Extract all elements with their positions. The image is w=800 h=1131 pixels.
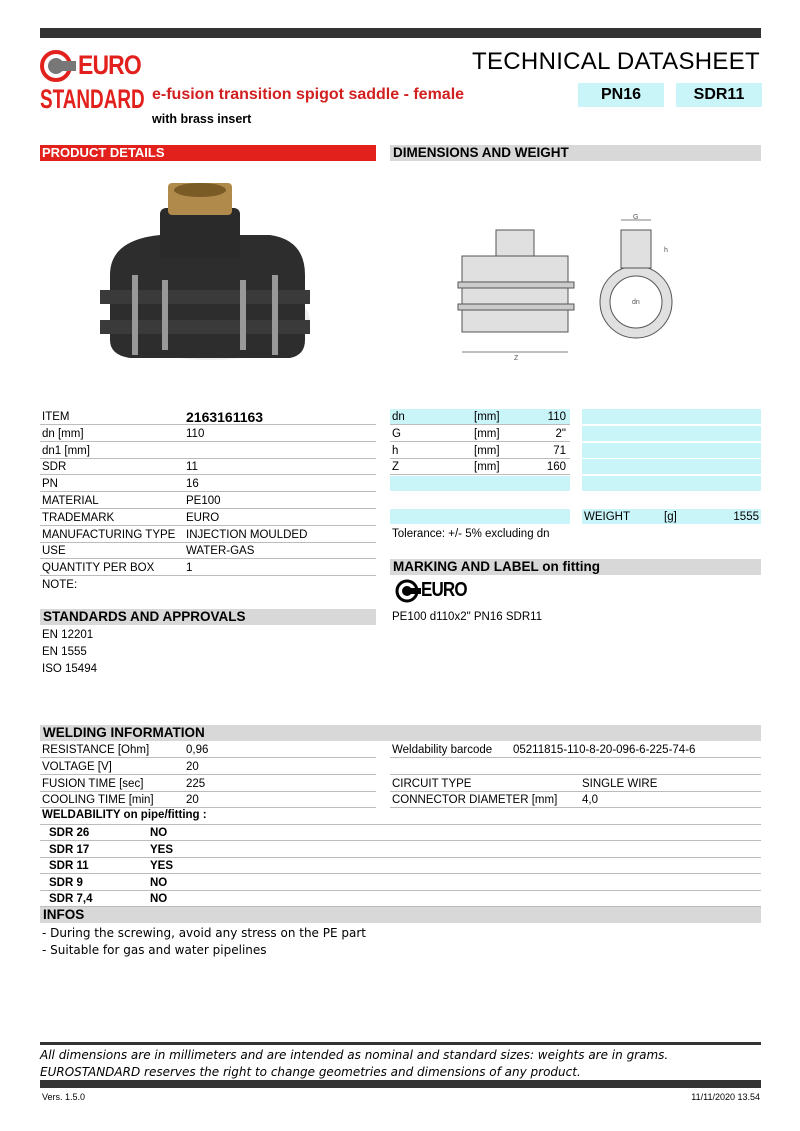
product-row [40, 409, 376, 425]
welding-row-right [390, 742, 761, 758]
dimension-unit: [mm] [474, 461, 500, 474]
welding-header: WELDING INFORMATION [40, 725, 761, 741]
welding-row-right [390, 792, 761, 808]
footer-notes [40, 1047, 668, 1081]
version-text: Vers. 1.5.0 [42, 1092, 86, 1102]
product-photo [100, 180, 320, 375]
weldability-sdr: SDR 11 [49, 860, 89, 873]
dimension-value: 2" [555, 427, 566, 440]
product-row-value: 16 [186, 478, 199, 491]
dimension-name: h [392, 444, 399, 457]
dimension-empty-row [582, 443, 761, 459]
welding-label: CONNECTOR DIAMETER [mm] [392, 794, 558, 807]
product-details-header: PRODUCT DETAILS [40, 145, 376, 161]
dimension-blank-row [390, 493, 570, 509]
welding-value: 20 [186, 794, 199, 807]
footer-note-rights: EUROSTANDARD reserves the right to change geometries and dimensions of any product. [40, 1065, 581, 1079]
product-row-value: 11 [186, 461, 198, 474]
weldability-result: YES [150, 843, 174, 856]
dim-label-h: h [664, 247, 668, 254]
logo-euro-text: EURO [78, 50, 141, 80]
dimension-empty-row [582, 426, 761, 442]
welding-value: 4,0 [582, 794, 598, 807]
welding-row [40, 776, 376, 792]
footer-note-dimensions: All dimensions are in millimeters and are intended as nominal and standard sizes: weights are in grams. [40, 1048, 669, 1062]
product-row-label: dn1 [mm] [42, 444, 90, 457]
standard-item: ISO 15494 [42, 663, 97, 675]
dimension-empty-row [582, 459, 761, 475]
weldability-sdr: SDR 7,4 [49, 893, 93, 906]
weldability-result: NO [150, 827, 168, 839]
dimension-row [390, 459, 570, 475]
dimension-value: 110 [547, 411, 566, 423]
product-row-label: MATERIAL [42, 495, 99, 507]
weight-label: WEIGHT [584, 511, 630, 523]
infos-list [42, 925, 366, 959]
product-row-label: PN [42, 478, 58, 491]
product-row-value: 110 [186, 427, 205, 440]
welding-value: 225 [186, 777, 206, 790]
welding-label: Weldability barcode [392, 744, 493, 756]
dimension-empty-row [582, 409, 761, 425]
pn-badge: PN16 [578, 83, 664, 107]
page-title: TECHNICAL DATASHEET [472, 48, 760, 75]
marking-header: MARKING AND LABEL on fitting [390, 559, 761, 575]
product-row [40, 443, 376, 459]
welding-value: SINGLE WIRE [582, 777, 658, 790]
product-row [40, 543, 376, 559]
product-row-value: EURO [186, 511, 220, 524]
weldability-sdr: SDR 26 [49, 827, 90, 839]
logo-standard-text: STANDARD [40, 84, 145, 114]
product-row [40, 577, 376, 593]
product-row-value: INJECTION MOULDED [186, 528, 308, 541]
marking-logo-text: EURO [421, 579, 467, 601]
product-row [40, 527, 376, 543]
product-row-label: MANUFACTURING TYPE [42, 528, 176, 541]
date-text: 11/11/2020 13.54 [691, 1092, 760, 1102]
welding-value: 05211815-110-8-20-096-6-225-74-6 [513, 744, 696, 756]
info-item: - Suitable for gas and water pipelines [42, 943, 267, 957]
weldability-sdr: SDR 17 [49, 843, 90, 856]
dim-empty-cell [390, 509, 570, 525]
welding-label: VOLTAGE [V] [42, 760, 112, 773]
dimension-unit: [mm] [474, 411, 500, 423]
dimension-name: G [392, 427, 401, 440]
product-row-value: WATER-GAS [186, 545, 255, 558]
dimension-row [390, 409, 570, 425]
weight-value: 1555 [733, 511, 759, 523]
product-row-label: ITEM [42, 411, 70, 423]
standards-list [42, 627, 97, 678]
product-row-label: TRADEMARK [42, 511, 115, 524]
product-row [40, 459, 376, 475]
product-row-label: QUANTITY PER BOX [42, 562, 155, 575]
standards-header: STANDARDS AND APPROVALS [40, 609, 376, 625]
dimension-unit: [mm] [474, 444, 500, 457]
dimension-row [390, 476, 570, 492]
dimension-empty-row [582, 476, 761, 492]
tolerance-text: Tolerance: +/- 5% excluding dn [392, 528, 550, 540]
welding-row-right [390, 759, 761, 775]
dimension-unit: [mm] [474, 427, 500, 440]
product-row-value: PE100 [186, 495, 221, 507]
product-row [40, 560, 376, 576]
product-subtitle: with brass insert [152, 112, 252, 126]
weldability-row [40, 825, 761, 841]
product-row [40, 426, 376, 442]
footer-divider [40, 1042, 761, 1045]
footer-bar [40, 1080, 761, 1088]
product-row-value: 2163161163 [186, 409, 264, 425]
welding-label: RESISTANCE [Ohm] [42, 744, 150, 756]
welding-value: 20 [186, 760, 199, 773]
weldability-row [40, 875, 761, 891]
welding-value: 0,96 [186, 744, 209, 756]
marking-text: PE100 d110x2" PN16 SDR11 [392, 611, 543, 623]
sdr-badge: SDR11 [676, 83, 762, 107]
product-row [40, 476, 376, 492]
weldability-row [40, 891, 761, 907]
dimension-name: Z [392, 461, 400, 474]
marking-logo [395, 579, 465, 603]
dimension-row [390, 426, 570, 442]
product-title: e-fusion transition spigot saddle - female [152, 86, 465, 103]
product-row-label: SDR [42, 461, 67, 474]
standard-item: EN 12201 [42, 629, 94, 641]
product-row-label: dn [mm] [42, 427, 84, 440]
dim-label-z: Z [514, 355, 519, 362]
dimension-name: dn [392, 411, 405, 423]
weldability-result: NO [150, 876, 168, 889]
standard-item: EN 1555 [42, 646, 87, 658]
dimension-blank-row [582, 493, 761, 509]
info-item: - During the screwing, avoid any stress on the PE part [42, 926, 366, 940]
dimension-row [390, 443, 570, 459]
welding-label: COOLING TIME [min] [42, 794, 154, 807]
dimension-drawing [456, 212, 701, 362]
product-row [40, 493, 376, 509]
dimensions-weight-header: DIMENSIONS AND WEIGHT [390, 145, 761, 161]
weight-unit: [g] [664, 511, 677, 523]
welding-row-right [390, 776, 761, 792]
welding-label: FUSION TIME [sec] [42, 777, 144, 790]
welding-label: CIRCUIT TYPE [392, 777, 472, 790]
product-row-value: 1 [186, 562, 193, 575]
welding-row [40, 792, 376, 808]
product-row [40, 510, 376, 526]
weldability-sdr: SDR 9 [49, 876, 83, 889]
welding-row [40, 759, 376, 775]
weldability-row [40, 858, 761, 874]
weldability-header: WELDABILITY on pipe/fitting : [42, 809, 207, 821]
product-row-label: USE [42, 545, 66, 558]
infos-header: INFOS [40, 907, 761, 923]
eurostandard-logo [40, 48, 145, 118]
weight-row [582, 509, 761, 525]
dimension-value: 160 [546, 461, 566, 474]
weldability-result: YES [150, 860, 174, 873]
weldability-result: NO [150, 893, 168, 906]
dimension-value: 71 [553, 444, 566, 457]
dim-label-dn: dn [632, 299, 640, 306]
weldability-row [40, 842, 761, 858]
dim-label-g: G [633, 214, 639, 221]
product-row-label: NOTE: [42, 579, 78, 591]
welding-row [40, 742, 376, 758]
top-bar [40, 28, 761, 38]
